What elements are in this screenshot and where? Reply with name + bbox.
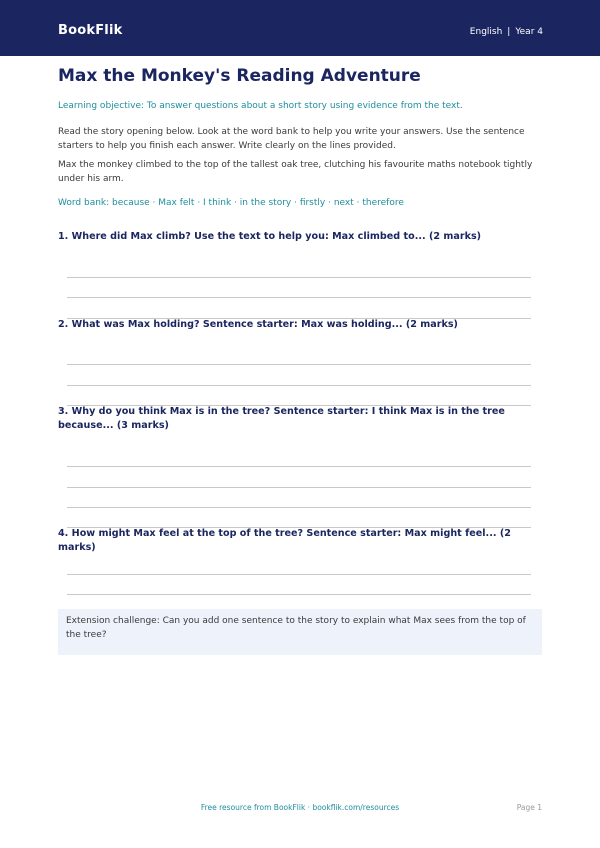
question-3: 3. Why do you think Max is in the tree? Sentence starter: I think Max is in the tree because... (3 marks) (58, 406, 505, 431)
answer-line[interactable] (67, 277, 531, 278)
question-2: 2. What was Max holding? Sentence starter: Max was holding... (2 marks) (58, 319, 458, 330)
subject-label: English (469, 27, 503, 37)
extension-challenge-text: Extension challenge: Can you add one sentence to the story to explain what Max sees from the top of the tree? (66, 616, 526, 640)
question-4: 4. How might Max feel at the top of the tree? Sentence starter: Max might feel... (2 marks) (58, 528, 511, 553)
page-number: Page 1 (516, 803, 542, 812)
question-1: 1. Where did Max climb? Use the text to help you: Max climbed to... (2 marks) (58, 231, 482, 242)
answer-line[interactable] (67, 507, 531, 508)
answer-line[interactable] (67, 466, 531, 467)
answer-line[interactable] (67, 297, 531, 298)
worksheet-title: Max the Monkey's Reading Adventure (58, 66, 421, 86)
year-label: Year 4 (515, 27, 543, 37)
footer-credit[interactable]: Free resource from BookFlik · bookflik.com/resources (200, 803, 400, 812)
brand-logo-text[interactable]: BookFlik (58, 23, 123, 38)
learning-objective: Learning objective: To answer questions about a short story using evidence from the text. (58, 101, 463, 111)
answer-line[interactable] (67, 385, 531, 386)
word-bank: Word bank: because · Max felt · I think · in the story · firstly · next · therefore (58, 198, 404, 208)
answer-line[interactable] (67, 594, 531, 595)
extension-challenge-box (58, 609, 542, 655)
answer-line[interactable] (67, 574, 531, 575)
answer-line[interactable] (67, 487, 531, 488)
answer-line[interactable] (67, 364, 531, 365)
story-text: Max the monkey climbed to the top of the tallest oak tree, clutching his favourite maths notebook tightly under his arm. (58, 160, 533, 184)
header-meta (470, 27, 543, 37)
meta-separator: | (507, 27, 511, 37)
header-bar (0, 0, 600, 56)
instructions-text: Read the story opening below. Look at the word bank to help you write your answers. Use the sentence starters to help you finish each answer. Write clearly on the lines provided. (58, 127, 525, 151)
